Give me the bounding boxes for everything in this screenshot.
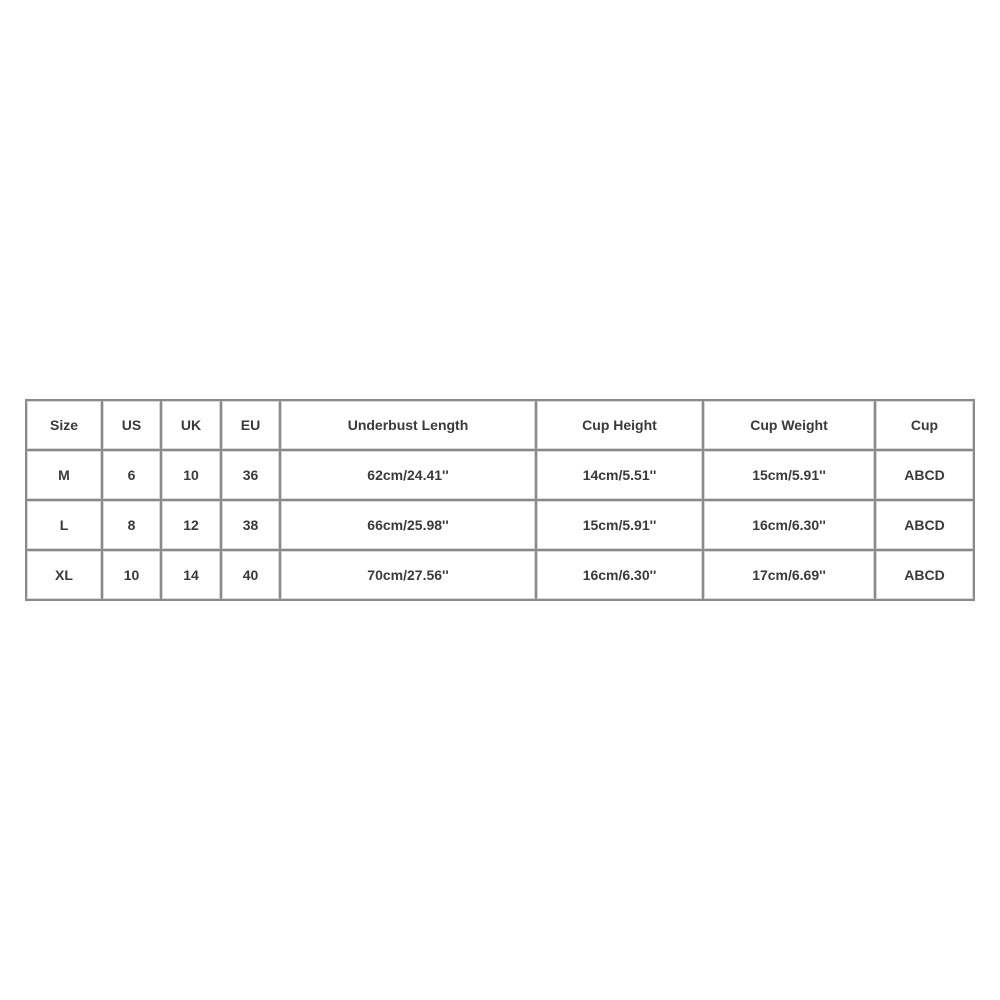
cell-size: XL — [27, 551, 103, 601]
cell-eu: 40 — [222, 551, 281, 601]
table-row — [27, 501, 975, 551]
cell-uk: 14 — [162, 551, 222, 601]
cell-cup-weight: 17cm/6.69'' — [704, 551, 876, 601]
cell-uk: 12 — [162, 501, 222, 551]
cell-underbust-length: 66cm/25.98'' — [281, 501, 537, 551]
header-eu: EU — [222, 401, 281, 451]
cell-cup: ABCD — [876, 501, 975, 551]
cell-cup-weight: 15cm/5.91'' — [704, 451, 876, 501]
cell-uk: 10 — [162, 451, 222, 501]
cell-cup-height: 14cm/5.51'' — [537, 451, 704, 501]
cell-cup-weight: 16cm/6.30'' — [704, 501, 876, 551]
table-row — [27, 551, 975, 601]
cell-size: M — [27, 451, 103, 501]
cell-cup-height: 16cm/6.30'' — [537, 551, 704, 601]
cell-eu: 38 — [222, 501, 281, 551]
cell-us: 10 — [103, 551, 162, 601]
header-us: US — [103, 401, 162, 451]
cell-size: L — [27, 501, 103, 551]
header-size: Size — [27, 401, 103, 451]
size-chart-table — [25, 399, 975, 601]
cell-cup: ABCD — [876, 551, 975, 601]
cell-cup: ABCD — [876, 451, 975, 501]
cell-eu: 36 — [222, 451, 281, 501]
header-cup: Cup — [876, 401, 975, 451]
header-underbust-length: Underbust Length — [281, 401, 537, 451]
cell-us: 8 — [103, 501, 162, 551]
table-row — [27, 451, 975, 501]
header-uk: UK — [162, 401, 222, 451]
table-header-row — [27, 401, 975, 451]
cell-underbust-length: 62cm/24.41'' — [281, 451, 537, 501]
header-cup-height: Cup Height — [537, 401, 704, 451]
cell-underbust-length: 70cm/27.56'' — [281, 551, 537, 601]
header-cup-weight: Cup Weight — [704, 401, 876, 451]
cell-cup-height: 15cm/5.91'' — [537, 501, 704, 551]
cell-us: 6 — [103, 451, 162, 501]
